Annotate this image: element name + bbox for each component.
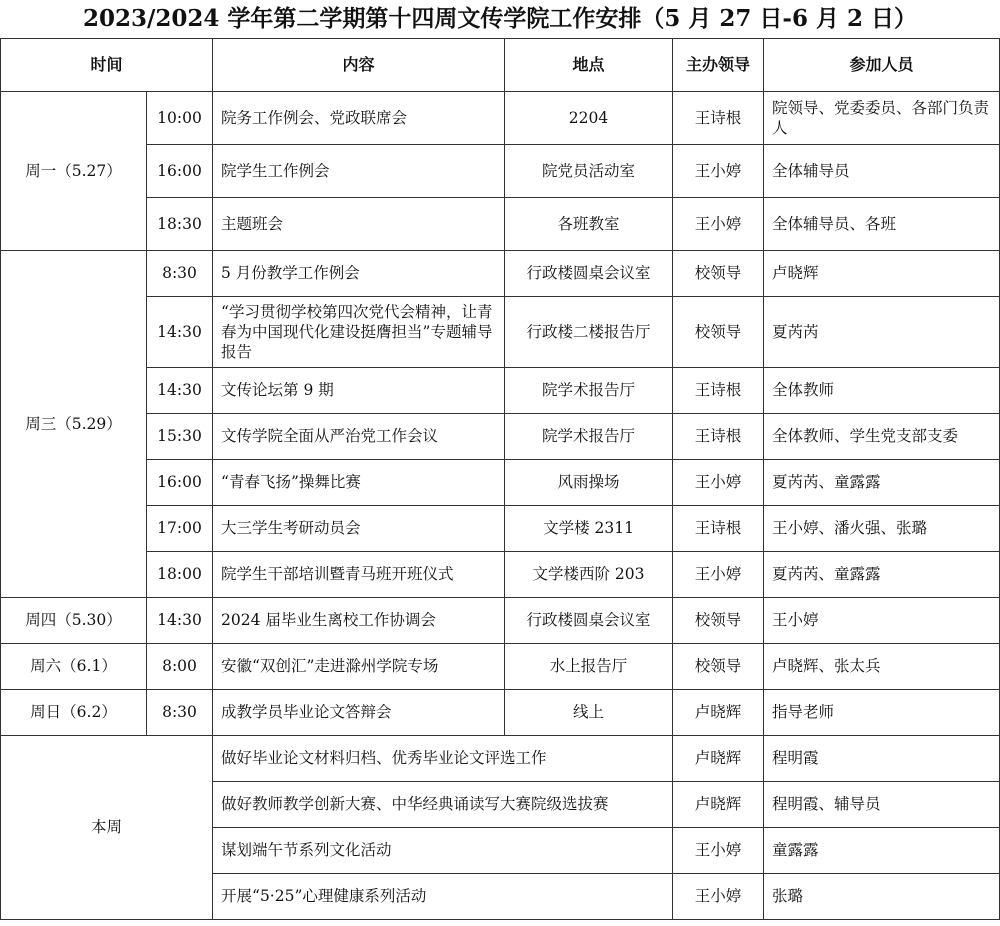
attendees-cell: 院领导、党委委员、各部门负责人	[764, 92, 1000, 145]
attendees-cell: 王小婷	[764, 598, 1000, 644]
attendees-cell: 程明霞、辅导员	[764, 782, 1000, 828]
header-content: 内容	[213, 39, 505, 92]
content-cell: 文传论坛第 9 期	[213, 368, 505, 414]
host-cell: 王小婷	[673, 460, 764, 506]
location-cell: 行政楼二楼报告厅	[505, 297, 673, 368]
content-cell: 主题班会	[213, 198, 505, 251]
table-row	[1, 145, 1000, 198]
content-cell: 做好教师教学创新大赛、中华经典诵读写大赛院级选拔赛	[213, 782, 673, 828]
table-row	[1, 251, 1000, 297]
content-cell: 文传学院全面从严治党工作会议	[213, 414, 505, 460]
host-cell: 王小婷	[673, 828, 764, 874]
content-cell: “学习贯彻学校第四次党代会精神，让青春为中国现代化建设挺膺担当”专题辅导报告	[213, 297, 505, 368]
table-row	[1, 297, 1000, 368]
time-cell: 15:30	[147, 414, 213, 460]
location-cell: 院学术报告厅	[505, 368, 673, 414]
header-host: 主办领导	[673, 39, 764, 92]
time-cell: 18:00	[147, 552, 213, 598]
host-cell: 校领导	[673, 251, 764, 297]
content-cell: 5 月份教学工作例会	[213, 251, 505, 297]
table-row	[1, 414, 1000, 460]
host-cell: 校领导	[673, 598, 764, 644]
time-cell: 14:30	[147, 368, 213, 414]
content-cell: 大三学生考研动员会	[213, 506, 505, 552]
time-cell: 14:30	[147, 598, 213, 644]
location-cell: 2204	[505, 92, 673, 145]
day-label: 周一（5.27）	[1, 92, 147, 251]
content-cell: 谋划端午节系列文化活动	[213, 828, 673, 874]
attendees-cell: 夏芮芮、童露露	[764, 552, 1000, 598]
time-cell: 10:00	[147, 92, 213, 145]
host-cell: 王诗根	[673, 506, 764, 552]
day-label: 周四（5.30）	[1, 598, 147, 644]
host-cell: 王诗根	[673, 368, 764, 414]
table-row	[1, 598, 1000, 644]
attendees-cell: 指导老师	[764, 690, 1000, 736]
table-row	[1, 736, 1000, 782]
day-label: 周日（6.2）	[1, 690, 147, 736]
week-label: 本周	[1, 736, 213, 920]
attendees-cell: 全体教师	[764, 368, 1000, 414]
time-cell: 8:30	[147, 690, 213, 736]
host-cell: 王诗根	[673, 414, 764, 460]
host-cell: 卢晓辉	[673, 736, 764, 782]
time-cell: 16:00	[147, 460, 213, 506]
schedule-table	[0, 38, 1000, 920]
content-cell: “青春飞扬”操舞比赛	[213, 460, 505, 506]
attendees-cell: 张璐	[764, 874, 1000, 920]
host-cell: 王小婷	[673, 145, 764, 198]
location-cell: 水上报告厅	[505, 644, 673, 690]
table-row	[1, 506, 1000, 552]
attendees-cell: 童露露	[764, 828, 1000, 874]
content-cell: 院学生干部培训暨青马班开班仪式	[213, 552, 505, 598]
attendees-cell: 卢晓辉	[764, 251, 1000, 297]
day-label: 周三（5.29）	[1, 251, 147, 598]
time-cell: 16:00	[147, 145, 213, 198]
header-attendees: 参加人员	[764, 39, 1000, 92]
content-cell: 做好毕业论文材料归档、优秀毕业论文评选工作	[213, 736, 673, 782]
host-cell: 王诗根	[673, 92, 764, 145]
table-row	[1, 644, 1000, 690]
location-cell: 文学楼 2311	[505, 506, 673, 552]
table-row	[1, 552, 1000, 598]
attendees-cell: 全体辅导员、各班	[764, 198, 1000, 251]
time-cell: 14:30	[147, 297, 213, 368]
time-cell: 8:30	[147, 251, 213, 297]
time-cell: 18:30	[147, 198, 213, 251]
header-location: 地点	[505, 39, 673, 92]
content-cell: 院务工作例会、党政联席会	[213, 92, 505, 145]
host-cell: 校领导	[673, 297, 764, 368]
location-cell: 院党员活动室	[505, 145, 673, 198]
location-cell: 文学楼西阶 203	[505, 552, 673, 598]
host-cell: 王小婷	[673, 874, 764, 920]
day-label: 周六（6.1）	[1, 644, 147, 690]
location-cell: 风雨操场	[505, 460, 673, 506]
content-cell: 院学生工作例会	[213, 145, 505, 198]
attendees-cell: 夏芮芮	[764, 297, 1000, 368]
content-cell: 安徽“双创汇”走进滁州学院专场	[213, 644, 505, 690]
attendees-cell: 王小婷、潘火强、张璐	[764, 506, 1000, 552]
attendees-cell: 夏芮芮、童露露	[764, 460, 1000, 506]
attendees-cell: 程明霞	[764, 736, 1000, 782]
time-cell: 17:00	[147, 506, 213, 552]
table-row	[1, 368, 1000, 414]
table-row	[1, 460, 1000, 506]
content-cell: 2024 届毕业生离校工作协调会	[213, 598, 505, 644]
time-cell: 8:00	[147, 644, 213, 690]
content-cell: 开展“5·25”心理健康系列活动	[213, 874, 673, 920]
location-cell: 行政楼圆桌会议室	[505, 598, 673, 644]
table-row	[1, 690, 1000, 736]
location-cell: 线上	[505, 690, 673, 736]
page-title: 2023/2024 学年第二学期第十四周文传学院工作安排（5 月 27 日-6 月 2 日）	[82, 5, 918, 32]
host-cell: 校领导	[673, 644, 764, 690]
attendees-cell: 卢晓辉、张太兵	[764, 644, 1000, 690]
location-cell: 各班教室	[505, 198, 673, 251]
host-cell: 卢晓辉	[673, 690, 764, 736]
content-cell: 成教学员毕业论文答辩会	[213, 690, 505, 736]
host-cell: 王小婷	[673, 198, 764, 251]
attendees-cell: 全体辅导员	[764, 145, 1000, 198]
host-cell: 卢晓辉	[673, 782, 764, 828]
attendees-cell: 全体教师、学生党支部支委	[764, 414, 1000, 460]
location-cell: 院学术报告厅	[505, 414, 673, 460]
host-cell: 王小婷	[673, 552, 764, 598]
header-row	[1, 39, 1000, 92]
location-cell: 行政楼圆桌会议室	[505, 251, 673, 297]
header-time: 时间	[1, 39, 213, 92]
table-row	[1, 198, 1000, 251]
table-row	[1, 92, 1000, 145]
